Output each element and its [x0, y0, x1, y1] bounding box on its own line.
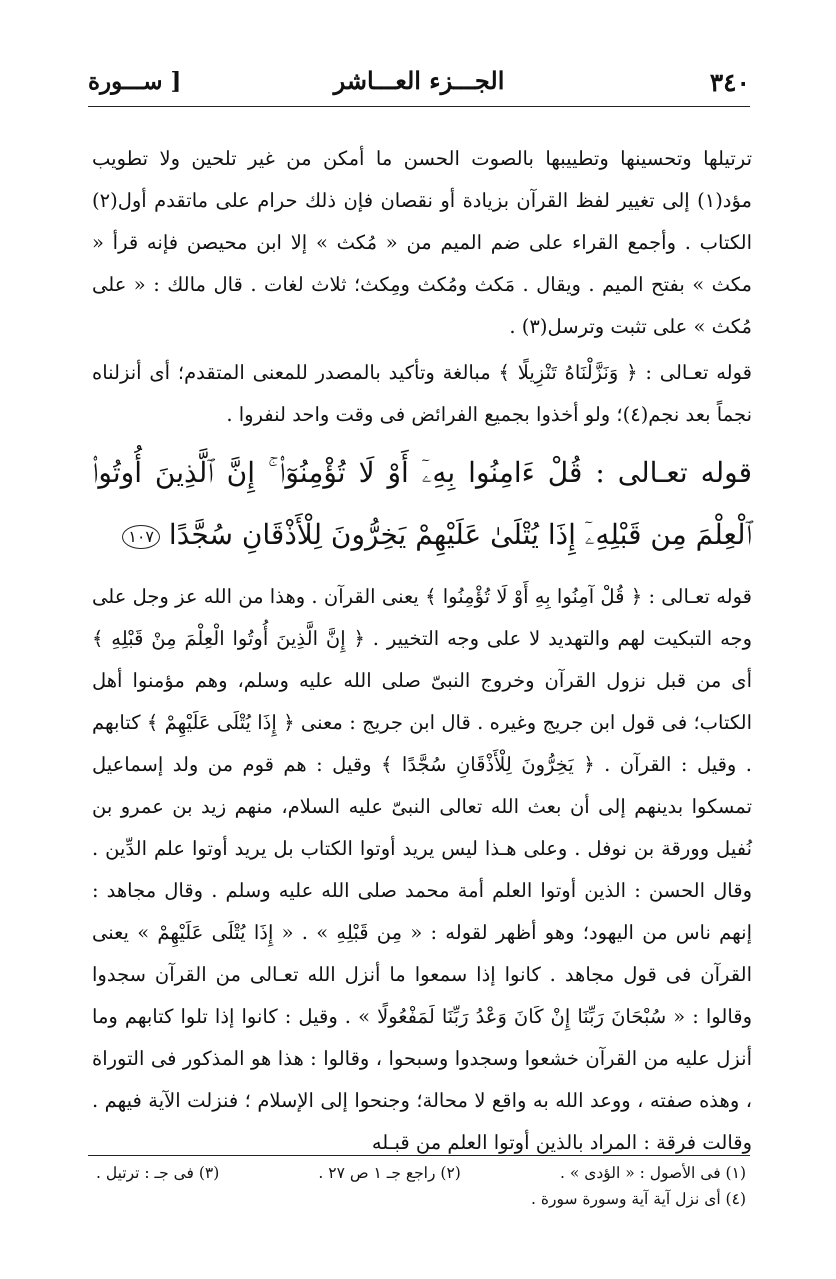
quran-verse-text: قوله تعـالى : قُلْ ءَامِنُوا بِهِۦٓ أَوْ لَا تُؤْمِنُوٓا۟ ۚ إِنَّ ٱلَّذِينَ أُوتُوا۟ ٱلْعِلْمَ مِن قَبْلِهِۦٓ إِذَا يُتْلَىٰ عَلَيْهِمْ يَخِرُّونَ لِلْأَذْقَانِ سُجَّدًا: [92, 456, 752, 551]
paragraph-commentary: قوله تعـالى : ﴿ قُلْ آمِنُوا بِهِ أَوْ لَا تُؤْمِنُوا ﴾ يعنى القرآن . وهذا من الله عز وجل على وجه التبكيت لهم والتهديد لا على وجه التخيير . ﴿ إِنَّ الَّذِينَ أُوتُوا الْعِلْمَ مِنْ قَبْلِهِ ﴾ أى من قبل نزول القرآن وخروج النبىّ صلى الله عليه وسلم، وهم مؤمنوا أهل الكتاب؛ فى قول ابن جريج وغيره . قال ابن جريج : معنى ﴿ إِذَا يُتْلَى عَلَيْهِمْ ﴾ كتابهم . وقيل : القرآن . ﴿ يَخِرُّونَ لِلْأَذْقَانِ سُجَّدًا ﴾ وقيل : هم قوم من ولد إسماعيل تمسكوا بدينهم إلى أن بعث الله تعالى النبىّ عليه السلام، منهم زيد بن عمرو بن نُفيل وورقة بن نوفل . وعلى هـذا ليس يريد أوتوا الكتاب بل يريد أوتوا علم الدِّين . وقال الحسن : الذين أوتوا العلم أمة محمد صلى الله عليه وسلم . وقال مجاهد : إنهم ناس من اليهود؛ وهو أظهر لقوله : « مِن قَبْلِهِ » . « إِذَا يُتْلَى عَلَيْهِمْ » يعنى القرآن فى قول مجاهد . كانوا إذا سمعوا ما أنزل الله تعـالى من القرآن سجدوا وقالوا : « سُبْحَانَ رَبِّنَا إِنْ كَانَ وَعْدُ رَبِّنَا لَمَفْعُولًا » . وقيل : كانوا إذا تلوا كتابهم وما أنزل عليه من القرآن خشعوا وسجدوا وسبحوا ، وقالوا : هذا هو المذكور فى التوراة ، وهذه صفته ، ووعد الله به واقع لا محالة؛ وجنحوا إلى الإسلام ؛ فنزلت الآية فيهم . وقالت فرقة : المراد بالذين أوتوا العلم من قبـله: [92, 585, 752, 1154]
page-header: [88, 62, 750, 108]
quran-verse: [92, 442, 752, 566]
header-divider: [88, 106, 750, 107]
paragraph-tanzil: قوله تعـالى : ﴿ وَنَزَّلْنَاهُ تَنْزِيلًا ﴾ مبالغة وتأكيد بالمصدر للمعنى المتقدم؛ أى أنزلناه نجماً بعد نجم(٤)؛ ولو أخذوا بجميع الفرائض فى وقت واحد لنفروا .: [92, 361, 752, 426]
footnotes: [96, 1160, 746, 1212]
footnote-3: (٣) فى جـ : ترتيل .: [96, 1164, 220, 1182]
paragraph-tartil: ترتيلها وتحسينها وتطييبها بالصوت الحسن ما أمكن من غير تلحين ولا تطويب مؤد(١) إلى تغيير لفظ القرآن بزيادة أو نقصان فإن ذلك حرام على ماتقدم أول(٢) الكتاب . وأجمع القراء على ضم الميم من « مُكث » إلا ابن محيصن فإنه قرأ « مكث » بفتح الميم . ويقال . مَكث ومُكث ومِكث؛ ثلاث لغات . قال مالك : « على مُكث » على تثبت وترسل(٣) .: [92, 147, 752, 338]
page-number: ٣٤٠: [709, 68, 750, 97]
page-body: [92, 138, 752, 1168]
running-title: الجـــزء العـــاشر: [333, 66, 505, 95]
surah-label: [ ســـورة: [88, 68, 182, 95]
footnote-line-2: [96, 1186, 746, 1212]
footnote-line-1: [96, 1160, 746, 1186]
footnote-2: (٢) راجع جـ ١ ص ٢٧ .: [318, 1164, 461, 1182]
footnote-divider: [88, 1155, 750, 1156]
verse-number-marker: ١٠٧: [122, 525, 160, 549]
footnote-1: (١) فى الأصول : « الؤدى » .: [559, 1164, 746, 1182]
footnote-4: (٤) أى نزل آية آية وسورة سورة .: [531, 1190, 746, 1208]
